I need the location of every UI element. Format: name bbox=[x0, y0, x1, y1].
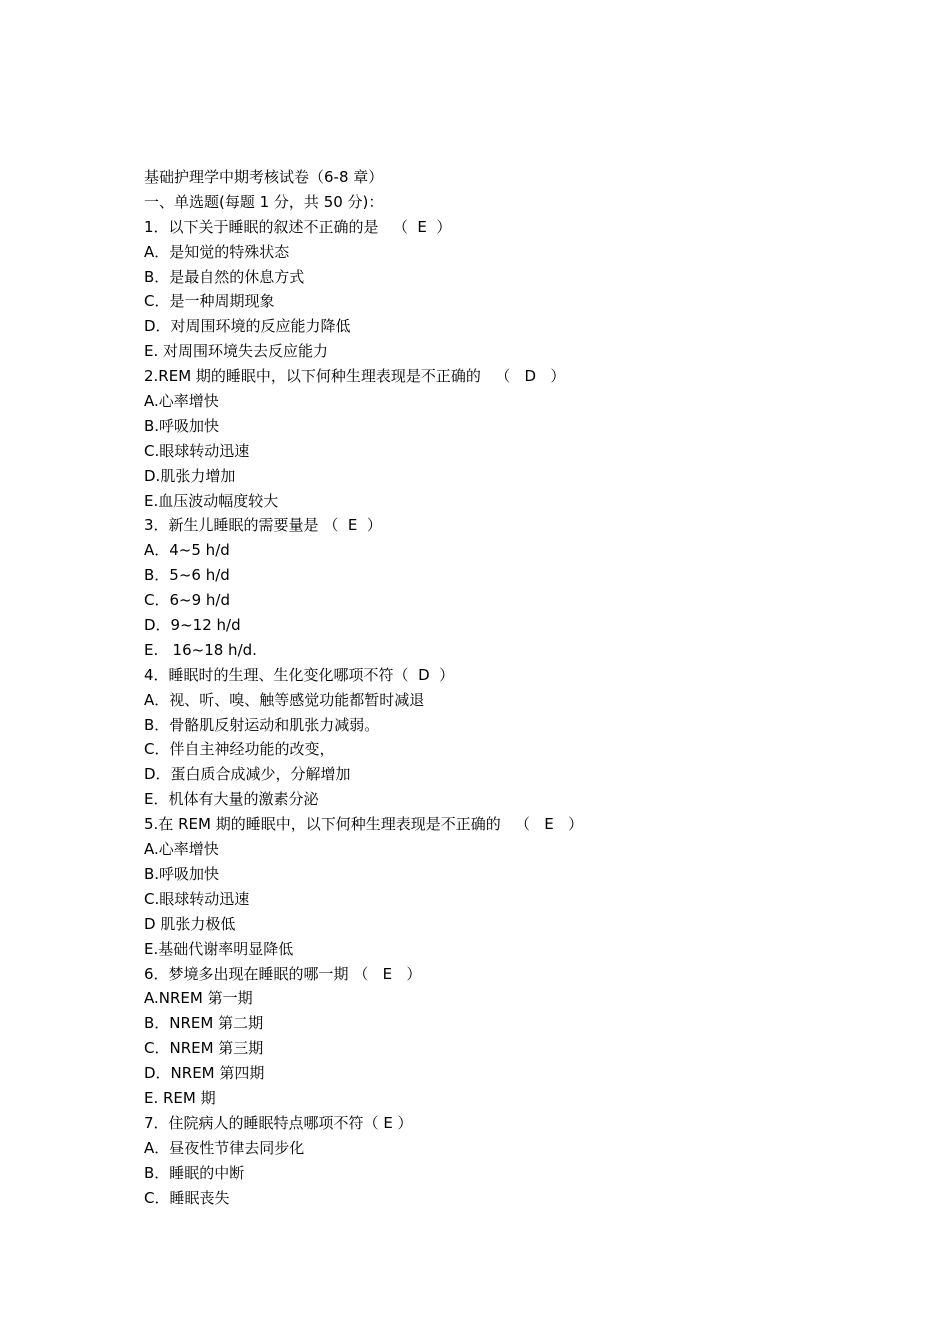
question-4-option-b: B．骨骼肌反射运动和肌张力减弱。 bbox=[144, 715, 380, 734]
question-6: 6．梦境多出现在睡眠的哪一期 （ E ） bbox=[144, 964, 422, 983]
question-1-option-a: A．是知觉的特殊状态 bbox=[144, 242, 290, 261]
question-3: 3．新生儿睡眠的需要量是 （ E ） bbox=[144, 516, 382, 535]
question-4-option-a: A．视、听、嗅、触等感觉功能都暂时减退 bbox=[144, 690, 425, 709]
question-7-option-b: B．睡眠的中断 bbox=[144, 1163, 245, 1182]
question-4-option-c: C．伴自主神经功能的改变， bbox=[144, 740, 335, 759]
question-5-option-c: C.眼球转动迅速 bbox=[144, 889, 250, 908]
question-1: 1．以下关于睡眠的叙述不正确的是 （ E ） bbox=[144, 217, 452, 236]
question-5-option-d: D 肌张力极低 bbox=[144, 914, 236, 933]
question-6-option-c: C．NREM 第三期 bbox=[144, 1039, 264, 1058]
section-heading: 一、单选题(每题 1 分，共 50 分)： bbox=[144, 192, 384, 211]
question-7-option-c: C．睡眠丧失 bbox=[144, 1188, 230, 1207]
question-3-option-e: E. 16~18 h/d. bbox=[144, 640, 257, 659]
question-1-option-b: B．是最自然的休息方式 bbox=[144, 267, 305, 286]
question-2-option-c: C.眼球转动迅速 bbox=[144, 441, 250, 460]
question-3-option-c: C．6~9 h/d bbox=[144, 591, 230, 610]
question-5-option-b: B.呼吸加快 bbox=[144, 864, 220, 883]
question-6-option-b: B．NREM 第二期 bbox=[144, 1014, 264, 1033]
question-1-option-c: C．是一种周期现象 bbox=[144, 292, 275, 311]
question-5-option-e: E.基础代谢率明显降低 bbox=[144, 939, 294, 958]
question-6-option-d: D．NREM 第四期 bbox=[144, 1064, 265, 1083]
question-2-option-b: B.呼吸加快 bbox=[144, 416, 220, 435]
exam-content bbox=[144, 165, 844, 1210]
question-5: 5.在 REM 期的睡眠中，以下何种生理表现是不正确的 （ E ） bbox=[144, 815, 584, 834]
question-1-option-e: E. 对周围环境失去反应能力 bbox=[144, 342, 329, 361]
question-2-option-a: A.心率增快 bbox=[144, 392, 219, 411]
question-3-option-b: B．5~6 h/d bbox=[144, 566, 230, 585]
question-6-option-a: A.NREM 第一期 bbox=[144, 989, 253, 1008]
question-6-option-e: E. REM 期 bbox=[144, 1088, 216, 1107]
question-5-option-a: A.心率增快 bbox=[144, 840, 219, 859]
exam-title: 基础护理学中期考核试卷（6-8 章） bbox=[144, 168, 384, 186]
question-2: 2.REM 期的睡眠中，以下何种生理表现是不正确的 （ D ） bbox=[144, 367, 566, 386]
question-7: 7．住院病人的睡眠特点哪项不符（ E ） bbox=[144, 1113, 413, 1132]
question-3-option-d: D．9~12 h/d bbox=[144, 616, 241, 635]
question-4-option-d: D．蛋白质合成减少，分解增加 bbox=[144, 765, 351, 784]
question-4: 4．睡眠时的生理、生化变化哪项不符（ D ） bbox=[144, 665, 455, 684]
question-7-option-a: A．昼夜性节律去同步化 bbox=[144, 1138, 305, 1157]
question-4-option-e: E．机体有大量的激素分泌 bbox=[144, 790, 319, 809]
question-2-option-e: E.血压波动幅度较大 bbox=[144, 491, 279, 510]
question-2-option-d: D.肌张力增加 bbox=[144, 466, 236, 485]
question-1-option-d: D．对周围环境的反应能力降低 bbox=[144, 317, 351, 336]
question-3-option-a: A．4~5 h/d bbox=[144, 541, 230, 560]
